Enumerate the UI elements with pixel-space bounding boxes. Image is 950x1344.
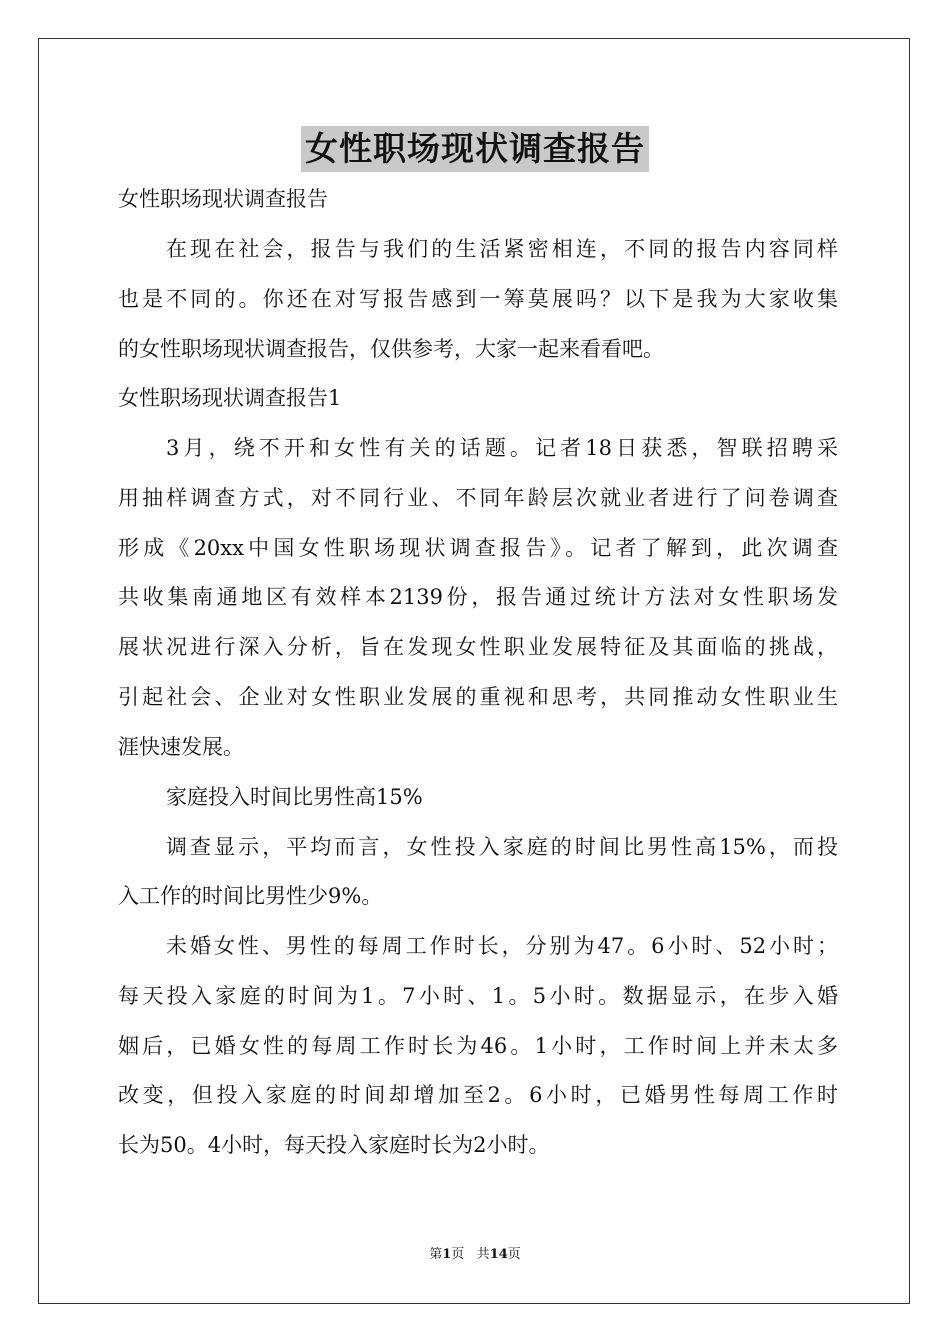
paragraph-line: 也是不同的。你还在对写报告感到一筹莫展吗？以下是我为大家收集 <box>118 287 838 311</box>
page-footer <box>0 1246 950 1264</box>
paragraph-line: 展状况进行深入分析，旨在发现女性职业发展特征及其面临的挑战， <box>118 635 838 659</box>
paragraph-line: 每天投入家庭的时间为1。7小时、1。5小时。数据显示，在步入婚 <box>118 984 838 1008</box>
paragraph-line: 未婚女性、男性的每周工作时长，分别为47。6小时、52小时； <box>166 934 838 958</box>
paragraph-line: 用抽样调查方式，对不同行业、不同年龄层次就业者进行了问卷调查 <box>118 486 838 510</box>
paragraph-line: 在现在社会，报告与我们的生活紧密相连，不同的报告内容同样 <box>166 237 838 261</box>
title-container <box>0 126 950 172</box>
footer-total-number: 14 <box>489 1247 508 1262</box>
paragraph-line: 共收集南通地区有效样本2139份，报告通过统计方法对女性职场发 <box>118 585 838 609</box>
section-heading: 女性职场现状调查报告1 <box>118 386 342 410</box>
footer-total-suffix: 页 <box>507 1247 521 1262</box>
page-border <box>38 38 910 1304</box>
subheading-line: 家庭投入时间比男性高15% <box>166 785 423 809</box>
paragraph-line: 3月，绕不开和女性有关的话题。记者18日获悉，智联招聘采 <box>166 436 838 460</box>
paragraph-line: 涯快速发展。 <box>118 735 244 759</box>
document-title: 女性职场现状调查报告 <box>301 126 649 172</box>
footer-page-number: 1 <box>442 1247 452 1262</box>
footer-page-suffix: 页 <box>451 1247 465 1262</box>
paragraph-line: 调查显示，平均而言，女性投入家庭的时间比男性高15%，而投 <box>166 835 838 859</box>
subtitle-line: 女性职场现状调查报告 <box>118 187 328 211</box>
paragraph-line: 引起社会、企业对女性职业发展的重视和思考，共同推动女性职业生 <box>118 685 838 709</box>
footer-page-prefix: 第 <box>429 1247 443 1262</box>
paragraph-line: 形成《20xx中国女性职场现状调查报告》。记者了解到，此次调查 <box>118 536 838 560</box>
paragraph-line: 长为50。4小时，每天投入家庭时长为2小时。 <box>118 1133 550 1157</box>
paragraph-line: 入工作的时间比男性少9%。 <box>118 884 383 908</box>
paragraph-line: 的女性职场现状调查报告，仅供参考，大家一起来看看吧。 <box>118 337 664 361</box>
paragraph-line: 改变，但投入家庭的时间却增加至2。6小时，已婚男性每周工作时 <box>118 1083 838 1107</box>
paragraph-line: 姻后，已婚女性的每周工作时长为46。1小时，工作时间上并未太多 <box>118 1034 838 1058</box>
footer-total-prefix: 共 <box>476 1247 490 1262</box>
